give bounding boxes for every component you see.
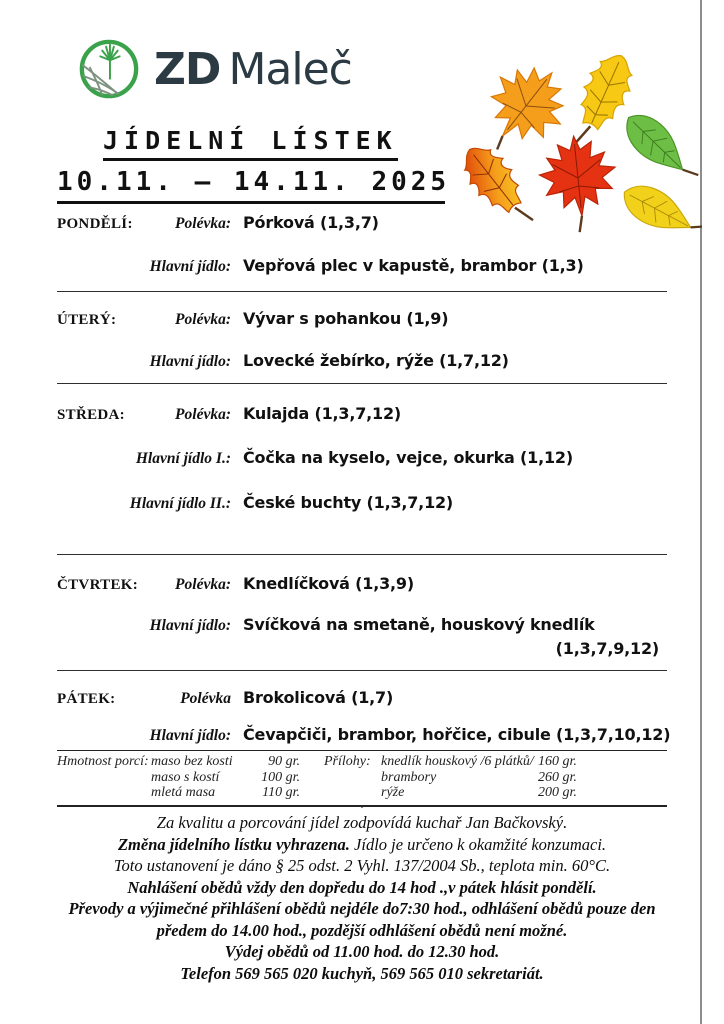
meat-item: maso s kostí <box>151 769 220 785</box>
course-label: Hlavní jídlo: <box>149 258 231 275</box>
menu-row-friday-main <box>57 723 671 748</box>
footer-change-bold: Změna jídelního lístku vyhrazena. <box>117 834 350 854</box>
dish-text: Lovecké žebírko, rýže (1,7,12) <box>243 351 509 370</box>
title-block <box>57 126 457 204</box>
day-label-friday: PÁTEK: <box>57 691 116 707</box>
course-label: Polévka: <box>175 576 231 593</box>
dish-text: Vývar s pohankou (1,9) <box>243 309 449 328</box>
course-label: Hlavní jídlo: <box>149 353 231 370</box>
day-label-wednesday: STŘEDA: <box>57 407 125 423</box>
logo-block <box>78 38 352 100</box>
brand-wordmark <box>154 44 352 95</box>
footer-line-ordering: Nahlášení obědů vždy den dopředu do 14 hod .,v pátek hlásit pondělí. <box>127 877 597 897</box>
dish-text: Čočka na kyselo, vejce, okurka (1,12) <box>243 448 573 467</box>
footer-line-quality: Za kvalitu a porcování jídel zodpovídá kuchař Jan Bačkovský. <box>156 813 568 832</box>
section-divider <box>57 383 667 384</box>
course-label: Hlavní jídlo: <box>149 617 231 634</box>
footer-line-change <box>57 834 667 856</box>
footer-line-phone: Telefon 569 565 020 kuchyň, 569 565 010 sekretariát. <box>180 963 544 983</box>
footer-change-rest: Jídlo je určeno k okamžité konzumaci. <box>349 834 607 854</box>
separator-dot: . <box>360 796 364 811</box>
menu-row-wednesday-main1 <box>57 446 667 471</box>
menu-row-friday-soup <box>57 686 667 711</box>
footer-notes <box>57 812 667 984</box>
side-item: knedlík houskový /6 plátků/ <box>381 754 534 769</box>
menu-row-monday-soup <box>57 211 667 236</box>
dish-text: Knedlíčková (1,3,9) <box>243 574 414 593</box>
course-label: Hlavní jídlo II.: <box>129 495 231 512</box>
section-divider <box>57 554 667 555</box>
course-label: Polévka: <box>175 215 231 232</box>
menu-row-monday-main <box>57 254 667 279</box>
menu-row-tuesday-main <box>57 349 667 374</box>
brand-zd: ZD <box>154 43 221 95</box>
menu-row-wednesday-main2 <box>57 491 667 516</box>
meat-item: mletá masa <box>151 785 216 800</box>
section-divider <box>57 291 667 292</box>
meat-item: maso bez kosti <box>151 754 233 769</box>
dish-text: Kulajda (1,3,7,12) <box>243 404 402 423</box>
zd-malec-field-logo-icon <box>78 38 140 100</box>
menu-row-wednesday-soup <box>57 402 667 427</box>
side-item: brambory <box>381 769 437 785</box>
menu-row-thursday-soup <box>57 572 667 597</box>
dish-allergens-line2: (1,3,7,9,12) <box>555 639 659 658</box>
date-range: 10.11. – 14.11. 2025 <box>57 167 445 204</box>
page-title: JÍDELNÍ LÍSTEK <box>103 126 398 161</box>
weekly-menu <box>57 205 671 748</box>
dish-text: Vepřová plec v kapustě, brambor (1,3) <box>243 256 584 275</box>
day-label-thursday: ČTVRTEK: <box>57 577 139 593</box>
dish-text: Svíčková na smetaně, houskový knedlík (1,3,7,9,12) <box>231 613 667 661</box>
day-label-tuesday: ÚTERÝ: <box>57 312 117 328</box>
sides-title: Přílohy: <box>324 754 371 769</box>
footer-line-transfers: Převody a výjimečné přihlášení obědů nejdéle do7:30 hod., odhlášení obědů pouze den předem do 14.00 hod., pozdější odhlášení obědů není možné. <box>68 899 656 940</box>
course-label: Polévka: <box>175 311 231 328</box>
menu-row-tuesday-soup <box>57 307 667 332</box>
dish-text: České buchty (1,3,7,12) <box>243 493 454 512</box>
dish-text: Brokolicová (1,7) <box>243 688 394 707</box>
meat-weight: 90 gr. <box>268 754 300 769</box>
side-weight: 160 gr. <box>538 754 577 769</box>
brand-malec: Maleč <box>228 43 352 95</box>
dish-text: Pórková (1,3,7) <box>243 213 379 232</box>
elm-leaf-green-icon <box>617 105 702 193</box>
course-label: Polévka <box>180 690 231 707</box>
course-label: Polévka: <box>175 406 231 423</box>
course-label: Hlavní jídlo I.: <box>135 450 231 467</box>
side-item: rýže <box>381 785 405 800</box>
meat-weight: 100 gr. <box>261 769 300 785</box>
menu-row-thursday-main <box>57 613 667 661</box>
meat-weight: 110 gr. <box>262 785 300 800</box>
footer-line-serving-hours: Výdej obědů od 11.00 hod. do 12.30 hod. <box>224 942 500 961</box>
footer-line-regulation: Toto ustanovení je dáno § 25 odst. 2 Vyhl. 137/2004 Sb., teplota min. 60°C. <box>113 856 611 875</box>
portion-row <box>57 754 667 770</box>
portions-title: Hmotnost porcí: <box>57 754 149 769</box>
day-label-monday: PONDĚLÍ: <box>57 216 133 232</box>
side-weight: 260 gr. <box>538 769 577 785</box>
section-divider <box>57 670 667 671</box>
side-weight: 200 gr. <box>538 785 577 800</box>
portion-row <box>57 770 667 786</box>
dish-text: Čevapčiči, brambor, hořčice, cibule (1,3,7,10,12) <box>243 725 671 744</box>
course-label: Hlavní jídlo: <box>149 727 231 744</box>
